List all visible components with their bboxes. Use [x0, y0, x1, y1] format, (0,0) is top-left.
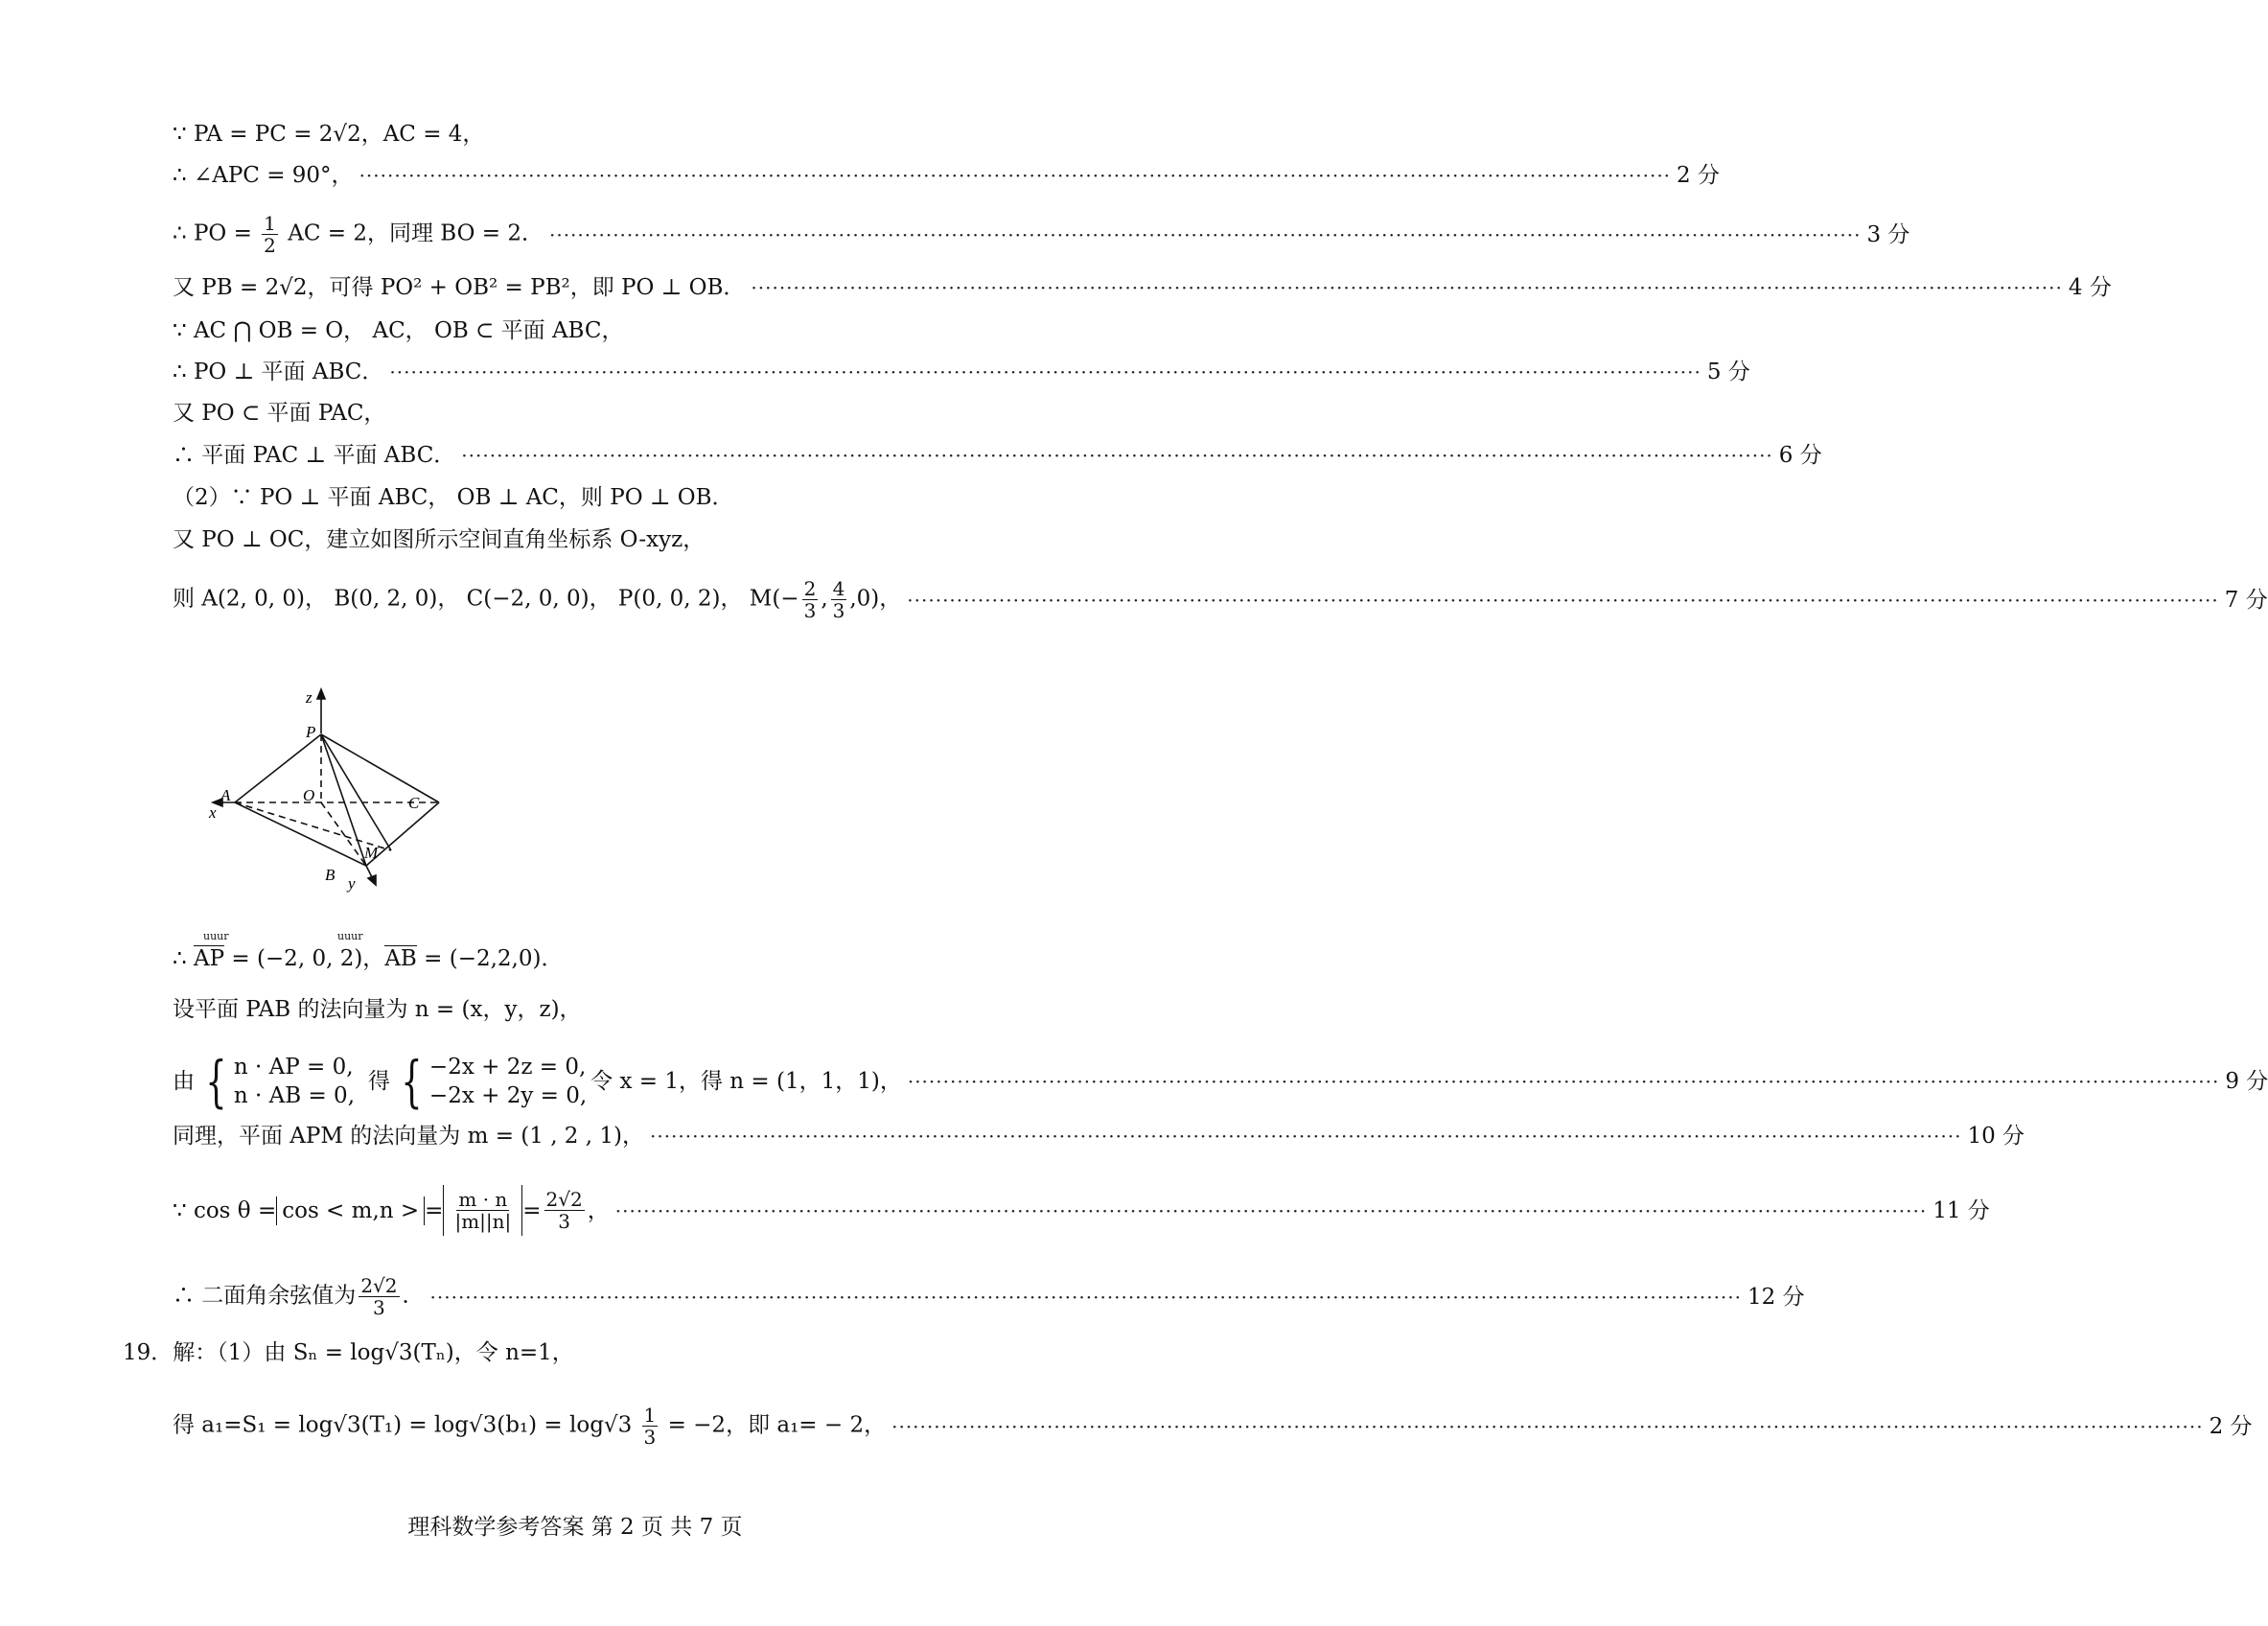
score-mark: 3 分 [1866, 221, 1910, 247]
line-po-perp-plane: ∴ PO ⊥ 平面 ABC． ····· 5 分 [173, 358, 1011, 386]
label-b: B [325, 866, 336, 884]
line-part2-start: （2）∵ PO ⊥ 平面 ABC， OB ⊥ AC，则 PO ⊥ OB． [173, 485, 734, 510]
score-mark: 10 分 [1967, 1124, 2025, 1149]
score-mark: 11 分 [1932, 1197, 1990, 1223]
vector-mark-ab: uuur [337, 930, 363, 942]
line-plane-perp: ∴ 平面 PAC ⊥ 平面 ABC． ····· 6 分 [173, 441, 1011, 470]
line-coordinate-system: 又 PO ⊥ OC，建立如图所示空间直角坐标系 O-xyz， [173, 527, 706, 552]
line-coordinates: 则 A(2, 0, 0)， B(0, 2, 0)， C(−2, 0, 0)， P(0, 0, 2)， M(− $\frac{2}{3}$ , $\frac{4}{3}$ ,0)， ····· 7 分 [173, 578, 1011, 621]
edge-pb [321, 734, 366, 866]
edge-pm [321, 734, 391, 850]
score-mark: 6 分 [1778, 443, 1822, 468]
line-system-equations: 由 { n · AP = 0, n · AB = 0, 得 { −2x + 2z = 0, −2x + 2y = 0, 令 x = 1，得 n = (1，1，1)， ····· 9 分 [173, 1053, 1011, 1110]
score-mark: 2 分 [2209, 1413, 2253, 1439]
score-mark: 5 分 [1706, 360, 1750, 384]
line-given-lengths: ∵ PA = PC = 2√2，AC = 4， [173, 122, 485, 147]
edge-ab [235, 802, 366, 866]
label-c: C [408, 794, 420, 812]
label-m: M [364, 844, 379, 862]
line-normal-vector-setup: 设平面 PAB 的法向量为 n = (x，y，z)， [173, 997, 582, 1022]
line-intersection: ∵ AC ⋂ OB = O， AC， OB ⊂ 平面 ABC， [173, 318, 624, 343]
tetrahedron-figure [211, 685, 470, 892]
label-y: y [348, 874, 356, 893]
line-po-in-pac: 又 PO ⊂ 平面 PAC， [173, 401, 386, 426]
y-arrow [368, 875, 376, 885]
line-normal-apm: 同理，平面 APM 的法向量为 m = (1 , 2 , 1)， ····· 10 分 [173, 1122, 1011, 1150]
label-p: P [306, 723, 316, 741]
line-dihedral-result: ∴ 二面角余弦值为 $\frac{2√2}{3}$ ． ····· 12 分 [173, 1275, 1011, 1318]
line-cosine: ∵ cos θ = cos < m,n > = $\frac{m \cdot n}{|m||n|}$ = $\frac{2√2}{3}$ ， ····· 11 分 [173, 1185, 1011, 1236]
label-x: x [209, 803, 217, 822]
line-a1-value: 得 a₁=S₁ = log√3(T₁) = log√3(b₁) = log√3 $\frac{1}{3}$ = −2，即 a₁= − 2， ····· 2 分 [173, 1405, 1011, 1448]
score-mark: 4 分 [2068, 275, 2112, 300]
score-mark: 7 分 [2224, 587, 2268, 613]
z-arrow [317, 689, 325, 699]
line-po-length: ∴ PO = $\frac{1}{2}$ AC = 2，同理 BO = 2． ····· 3 分 [173, 213, 1011, 256]
label-o: O [303, 786, 315, 804]
line-angle-apc: ∴ ∠APC = 90°， ····· 2 分 [173, 161, 1011, 190]
page-footer: 理科数学参考答案 第 2 页 共 7 页 [407, 1515, 743, 1540]
segment-ob-dashed [321, 802, 366, 866]
score-mark: 2 分 [1677, 163, 1720, 188]
score-mark: 9 分 [2225, 1069, 2268, 1094]
score-mark: 12 分 [1747, 1284, 1805, 1310]
line-problem-19: 19．解：（1）由 Sₙ = log√3(Tₙ)，令 n=1， [123, 1340, 574, 1365]
label-a: A [220, 786, 231, 804]
line-vectors: ∴ AP = (−2, 0, 2)，AB = (−2,2,0)． [173, 946, 564, 971]
edge-pc [321, 734, 439, 802]
label-z: z [306, 688, 312, 707]
line-po-perp-ob: 又 PB = 2√2，可得 PO² + OB² = PB²，即 PO ⊥ OB． ····· 4 分 [173, 273, 1011, 302]
vector-mark-ap: uuur [203, 930, 229, 942]
